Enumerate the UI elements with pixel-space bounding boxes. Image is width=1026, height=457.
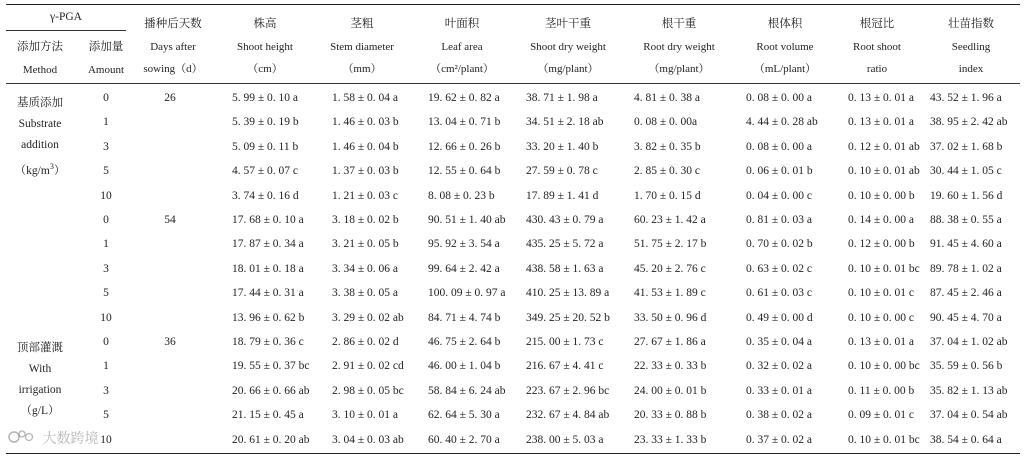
- value-cell: 0. 37 ± 0. 02 a: [746, 433, 813, 446]
- value-cell: 19. 55 ± 0. 37 bc: [232, 360, 310, 373]
- column-header-zh: 株高: [253, 18, 277, 30]
- value-cell: 13. 04 ± 0. 71 b: [428, 116, 501, 129]
- value-cell: 37. 02 ± 1. 68 b: [930, 140, 1003, 153]
- value-cell: 0. 04 ± 0. 00 c: [746, 189, 813, 202]
- value-cell: 88. 38 ± 0. 55 a: [930, 214, 1002, 226]
- value-cell: 46. 00 ± 1. 04 b: [428, 360, 501, 373]
- value-cell: 58. 84 ± 6. 24 ab: [428, 384, 506, 397]
- value-cell: 0. 14 ± 0. 00 a: [848, 214, 915, 226]
- column-header-en1: Shoot height: [237, 41, 293, 53]
- method-unit: $(kg/m^3)$: [14, 162, 66, 177]
- value-cell: 0. 10 ± 0. 00 bc: [848, 360, 920, 373]
- column-header-en2: （mm）: [342, 63, 382, 75]
- value-cell: 0. 32 ± 0. 02 a: [746, 360, 813, 373]
- value-cell: 17. 89 ± 1. 41 d: [526, 189, 599, 202]
- value-cell: 0. 10 ± 0. 01 c: [848, 287, 915, 300]
- value-cell: 2. 98 ± 0. 05 bc: [332, 384, 404, 397]
- method-en1: Substrate: [18, 118, 62, 130]
- value-cell: 0. 49 ± 0. 00 d: [746, 311, 813, 324]
- value-cell: 238. 00 ± 5. 03 a: [526, 433, 604, 446]
- value-cell: 34. 51 ± 2. 18 ab: [526, 116, 604, 129]
- value-cell: 0. 33 ± 0. 01 a: [746, 384, 813, 397]
- value-cell: 43. 52 ± 1. 96 a: [930, 92, 1002, 104]
- value-cell: 27. 67 ± 1. 86 a: [634, 336, 706, 348]
- value-cell: 0. 13 ± 0. 01 a: [848, 336, 915, 348]
- group-header-rule: [6, 30, 126, 31]
- value-cell: 38. 54 ± 0. 64 a: [930, 433, 1002, 446]
- amount-cell: 1: [103, 116, 109, 129]
- value-cell: 1. 58 ± 0. 04 a: [332, 92, 399, 104]
- value-cell: 0. 08 ± 0. 00 a: [746, 92, 813, 104]
- amount-cell: 0: [103, 336, 109, 348]
- value-cell: 22. 33 ± 0. 33 b: [634, 360, 707, 373]
- value-cell: 41. 53 ± 1. 89 c: [634, 287, 706, 300]
- column-header-zh: 播种后天数: [144, 18, 202, 30]
- value-cell: 12. 66 ± 0. 26 b: [428, 140, 501, 153]
- value-cell: 18. 79 ± 0. 36 c: [232, 336, 304, 348]
- method-en2: irrigation: [18, 384, 62, 396]
- column-header-en2: （mg/plant）: [648, 63, 710, 75]
- days-cell: 36: [164, 336, 176, 348]
- value-cell: 35. 82 ± 1. 13 ab: [930, 384, 1008, 397]
- column-header-zh: 叶面积: [444, 18, 480, 30]
- value-cell: 23. 33 ± 1. 33 b: [634, 433, 707, 446]
- value-cell: 430. 43 ± 0. 79 a: [526, 214, 604, 226]
- value-cell: 3. 34 ± 0. 06 a: [332, 262, 399, 275]
- value-cell: 5. 99 ± 0. 10 a: [232, 92, 299, 104]
- column-header-en2: ratio: [866, 63, 888, 75]
- column-header-zh: 根冠比: [859, 18, 895, 30]
- value-cell: 0. 61 ± 0. 03 c: [746, 287, 813, 300]
- value-cell: 232. 67 ± 4. 84 ab: [526, 409, 610, 422]
- method-unit: （g/L）: [20, 405, 60, 417]
- value-cell: 20. 33 ± 0. 88 b: [634, 409, 707, 422]
- column-header-en1: Root volume: [756, 41, 814, 53]
- value-cell: 45. 20 ± 2. 76 c: [634, 262, 706, 275]
- value-cell: 20. 66 ± 0. 66 ab: [232, 384, 310, 397]
- days-cell: 54: [164, 214, 176, 226]
- column-header-en1: Days after: [150, 41, 196, 53]
- value-cell: 17. 87 ± 0. 34 a: [232, 238, 304, 251]
- value-cell: 0. 63 ± 0. 02 c: [746, 262, 813, 275]
- amount-cell: 1: [103, 238, 109, 251]
- value-cell: 3. 21 ± 0. 05 b: [332, 238, 399, 251]
- method-zh: 顶部灌溉: [17, 342, 63, 354]
- value-cell: 38. 71 ± 1. 98 a: [526, 92, 598, 104]
- column-header-en1: Stem diameter: [330, 41, 394, 53]
- value-cell: 0. 81 ± 0. 03 a: [746, 214, 813, 226]
- column-header-zh: 茎粗: [350, 18, 374, 30]
- amount-cell: 1: [103, 360, 109, 373]
- value-cell: 17. 68 ± 0. 10 a: [232, 214, 304, 226]
- days-cell: 26: [164, 92, 176, 104]
- value-cell: 20. 61 ± 0. 20 ab: [232, 433, 310, 446]
- amount-cell: 10: [100, 433, 112, 446]
- value-cell: 62. 64 ± 5. 30 a: [428, 409, 500, 422]
- value-cell: 435. 25 ± 5. 72 a: [526, 238, 604, 251]
- watermark-logo-icon: [8, 428, 34, 450]
- value-cell: 87. 45 ± 2. 46 a: [930, 287, 1002, 300]
- value-cell: 27. 59 ± 0. 78 c: [526, 165, 598, 178]
- value-cell: 438. 58 ± 1. 63 a: [526, 262, 604, 275]
- value-cell: 5. 39 ± 0. 19 b: [232, 116, 299, 129]
- column-header-en2: index: [958, 63, 984, 75]
- value-cell: 19. 60 ± 1. 56 d: [930, 189, 1003, 202]
- amount-cell: 10: [100, 189, 112, 202]
- value-cell: 35. 59 ± 0. 56 b: [930, 360, 1003, 373]
- value-cell: 60. 40 ± 2. 70 a: [428, 433, 500, 446]
- value-cell: 3. 38 ± 0. 05 a: [332, 287, 399, 300]
- column-header-en1: Shoot dry weight: [530, 41, 606, 53]
- method-header-en: Method: [22, 64, 58, 76]
- value-cell: 13. 96 ± 0. 62 b: [232, 311, 305, 324]
- value-cell: 1. 37 ± 0. 03 b: [332, 165, 399, 178]
- value-cell: 100. 09 ± 0. 97 a: [428, 287, 506, 300]
- value-cell: 3. 29 ± 0. 02 ab: [332, 311, 404, 324]
- value-cell: 0. 10 ± 0. 00 c: [848, 311, 915, 324]
- group-label: γ-PGA: [50, 11, 82, 23]
- column-header-en1: Root dry weight: [643, 41, 715, 53]
- amount-cell: 0: [103, 214, 109, 226]
- value-cell: 2. 91 ± 0. 02 cd: [332, 360, 404, 373]
- value-cell: 1. 70 ± 0. 15 d: [634, 189, 701, 202]
- value-cell: 46. 75 ± 2. 64 b: [428, 336, 501, 348]
- value-cell: 2. 85 ± 0. 30 c: [634, 165, 701, 178]
- column-header-en2: （mL/plant）: [753, 63, 817, 75]
- method-en1: With: [28, 363, 52, 375]
- value-cell: 51. 75 ± 2. 17 b: [634, 238, 707, 251]
- amount-cell: 10: [100, 311, 112, 324]
- value-cell: 84. 71 ± 4. 74 b: [428, 311, 501, 324]
- value-cell: 3. 18 ± 0. 02 b: [332, 214, 399, 226]
- value-cell: 1. 46 ± 0. 03 b: [332, 116, 399, 129]
- value-cell: 4. 57 ± 0. 07 c: [232, 165, 299, 178]
- value-cell: 19. 62 ± 0. 82 a: [428, 92, 500, 104]
- method-en2: addition: [21, 139, 59, 151]
- watermark: [8, 428, 98, 450]
- value-cell: 5. 09 ± 0. 11 b: [232, 140, 299, 153]
- column-header-zh: 壮苗指数: [948, 18, 994, 30]
- table-bottom-rule: [6, 453, 1020, 454]
- value-cell: 8. 08 ± 0. 23 b: [428, 189, 495, 202]
- value-cell: 24. 00 ± 0. 01 b: [634, 384, 707, 397]
- value-cell: 18. 01 ± 0. 18 a: [232, 262, 304, 275]
- column-header-en2: （cm²/plant）: [430, 63, 494, 75]
- value-cell: 0. 12 ± 0. 01 ab: [848, 140, 920, 153]
- value-cell: 0. 12 ± 0. 00 b: [848, 238, 915, 251]
- value-cell: 2. 86 ± 0. 02 d: [332, 336, 399, 348]
- amount-cell: 5: [103, 165, 109, 178]
- value-cell: 30. 44 ± 1. 05 c: [930, 165, 1002, 178]
- value-cell: 91. 45 ± 4. 60 a: [930, 238, 1002, 251]
- value-cell: 4. 81 ± 0. 38 a: [634, 92, 701, 104]
- column-header-zh: 根干重: [661, 18, 697, 30]
- value-cell: 0. 13 ± 0. 01 a: [848, 116, 915, 129]
- column-header-en1: Root shoot: [853, 41, 901, 53]
- value-cell: 60. 23 ± 1. 42 a: [634, 214, 706, 226]
- amount-cell: 0: [103, 92, 109, 104]
- amount-cell: 3: [103, 262, 109, 275]
- value-cell: 17. 44 ± 0. 31 a: [232, 287, 304, 300]
- value-cell: 0. 09 ± 0. 01 c: [848, 409, 915, 422]
- value-cell: 0. 10 ± 0. 01 bc: [848, 262, 920, 275]
- table-top-rule: [6, 4, 1020, 5]
- column-header-en2: sowing（d）: [143, 63, 203, 75]
- value-cell: 33. 20 ± 1. 40 b: [526, 140, 599, 153]
- column-header-zh: 根体积: [767, 18, 803, 30]
- value-cell: 410. 25 ± 13. 89 a: [526, 287, 610, 300]
- value-cell: 1. 46 ± 0. 04 b: [332, 140, 399, 153]
- value-cell: 0. 06 ± 0. 01 b: [746, 165, 813, 178]
- column-header-zh: 茎叶干重: [545, 18, 591, 30]
- value-cell: 3. 74 ± 0. 16 d: [232, 189, 299, 202]
- value-cell: 0. 08 ± 0. 00 a: [746, 140, 813, 153]
- value-cell: 3. 04 ± 0. 03 ab: [332, 433, 404, 446]
- value-cell: 37. 04 ± 1. 02 ab: [930, 336, 1008, 348]
- amount-cell: 3: [103, 384, 109, 397]
- value-cell: 0. 70 ± 0. 02 b: [746, 238, 813, 251]
- value-cell: 0. 10 ± 0. 00 b: [848, 189, 915, 202]
- value-cell: 89. 78 ± 1. 02 a: [930, 262, 1002, 275]
- value-cell: 12. 55 ± 0. 64 b: [428, 165, 501, 178]
- value-cell: 3. 10 ± 0. 01 a: [332, 409, 399, 422]
- value-cell: 4. 44 ± 0. 28 ab: [746, 116, 818, 129]
- amount-header-zh: 添加量: [88, 41, 124, 53]
- amount-cell: 5: [103, 409, 109, 422]
- value-cell: 349. 25 ± 20. 52 b: [526, 311, 610, 324]
- value-cell: 90. 45 ± 4. 70 a: [930, 311, 1002, 324]
- value-cell: 0. 10 ± 0. 01 ab: [848, 165, 920, 178]
- column-header-en1: Seedling: [951, 41, 991, 53]
- value-cell: 0. 08 ± 0. 00a: [634, 116, 698, 129]
- amount-header-en: Amount: [87, 64, 125, 76]
- amount-cell: 3: [103, 140, 109, 153]
- value-cell: 38. 95 ± 2. 42 ab: [930, 116, 1008, 129]
- watermark-text: 大数跨境: [42, 431, 99, 447]
- value-cell: 37. 04 ± 0. 54 ab: [930, 409, 1008, 422]
- value-cell: 99. 64 ± 2. 42 a: [428, 262, 500, 275]
- method-header-zh: 添加方法: [17, 41, 63, 53]
- value-cell: 3. 82 ± 0. 35 b: [634, 140, 701, 153]
- column-header-en2: （cm）: [247, 63, 283, 75]
- value-cell: 1. 21 ± 0. 03 c: [332, 189, 399, 202]
- value-cell: 95. 92 ± 3. 54 a: [428, 238, 500, 251]
- value-cell: 0. 38 ± 0. 02 a: [746, 409, 813, 422]
- amount-cell: 5: [103, 287, 109, 300]
- value-cell: 0. 11 ± 0. 00 b: [848, 384, 915, 397]
- column-header-en2: （mg/plant）: [537, 63, 599, 75]
- value-cell: 33. 50 ± 0. 96 d: [634, 311, 707, 324]
- value-cell: 21. 15 ± 0. 45 a: [232, 409, 304, 422]
- value-cell: 223. 67 ± 2. 96 bc: [526, 384, 610, 397]
- value-cell: 0. 10 ± 0. 01 bc: [848, 433, 920, 446]
- value-cell: 90. 51 ± 1. 40 ab: [428, 214, 506, 226]
- value-cell: 0. 35 ± 0. 04 a: [746, 336, 813, 348]
- value-cell: 216. 67 ± 4. 41 c: [526, 360, 604, 373]
- method-zh: 基质添加: [17, 97, 63, 109]
- value-cell: 215. 00 ± 1. 73 c: [526, 336, 604, 348]
- header-bottom-rule: [6, 83, 1020, 84]
- column-header-en1: Leaf area: [441, 41, 483, 53]
- value-cell: 0. 13 ± 0. 01 a: [848, 92, 915, 104]
